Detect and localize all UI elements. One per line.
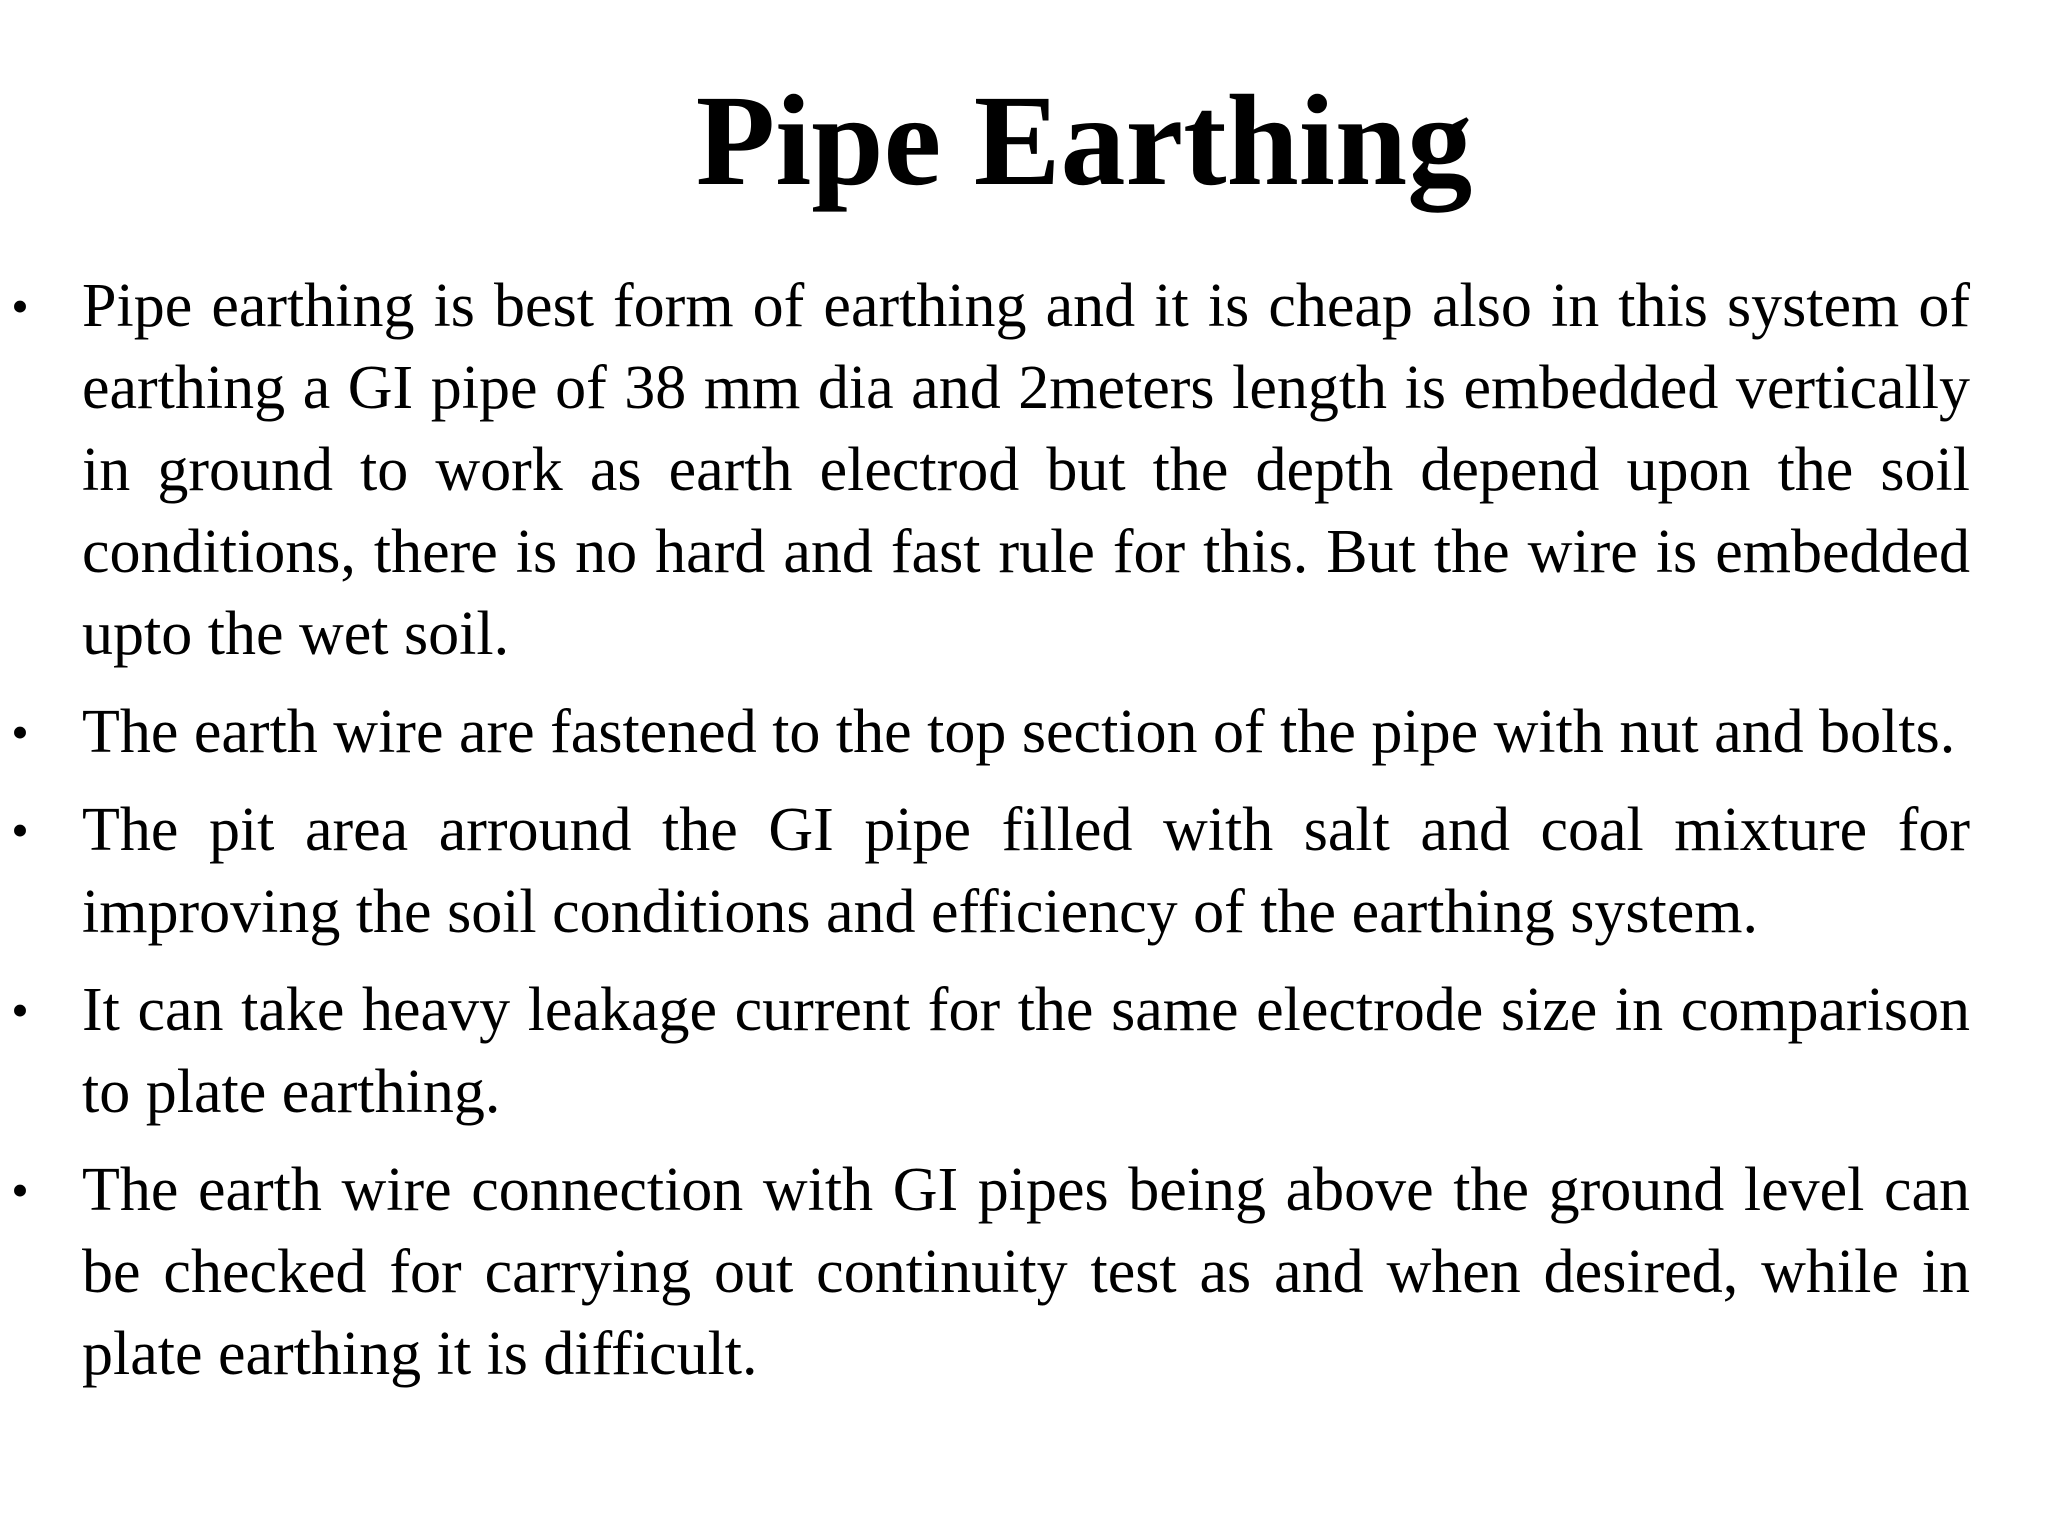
bullet-item	[0, 265, 2010, 675]
bullet-item	[0, 1149, 2010, 1395]
bullet-item	[0, 691, 2010, 773]
bullet-text: The earth wire connection with GI pipes being above the ground level can be checked for carrying out continuity test as and when desired, while in plate earthing it is difficult.	[82, 1156, 1970, 1388]
bullet-text: Pipe earthing is best form of earthing and it is cheap also in this system of earthing a GI pipe of 38 mm dia and 2meters length is embedded vertically in ground to work as earth electrod but the depth depend upon the soil conditions, there is no hard and fast rule for this. But the wire is embedded upto the wet soil.	[82, 272, 1970, 668]
bullet-icon: •	[11, 982, 29, 1038]
bullet-list	[0, 265, 2048, 1411]
slide-title: Pipe Earthing	[695, 69, 1473, 213]
bullet-icon: •	[11, 704, 29, 760]
bullet-item	[0, 789, 2010, 953]
bullet-icon: •	[11, 278, 29, 334]
bullet-text: It can take heavy leakage current for the same electrode size in comparison to plate earthing.	[82, 976, 1970, 1126]
bullet-item	[0, 969, 2010, 1133]
bullet-icon: •	[11, 1162, 29, 1218]
bullet-text: The pit area arround the GI pipe filled with salt and coal mixture for improving the soil conditions and efficiency of the earthing system.	[82, 796, 1970, 946]
bullet-icon: •	[11, 802, 29, 858]
bullet-text: The earth wire are fastened to the top section of the pipe with nut and bolts.	[82, 698, 1956, 766]
